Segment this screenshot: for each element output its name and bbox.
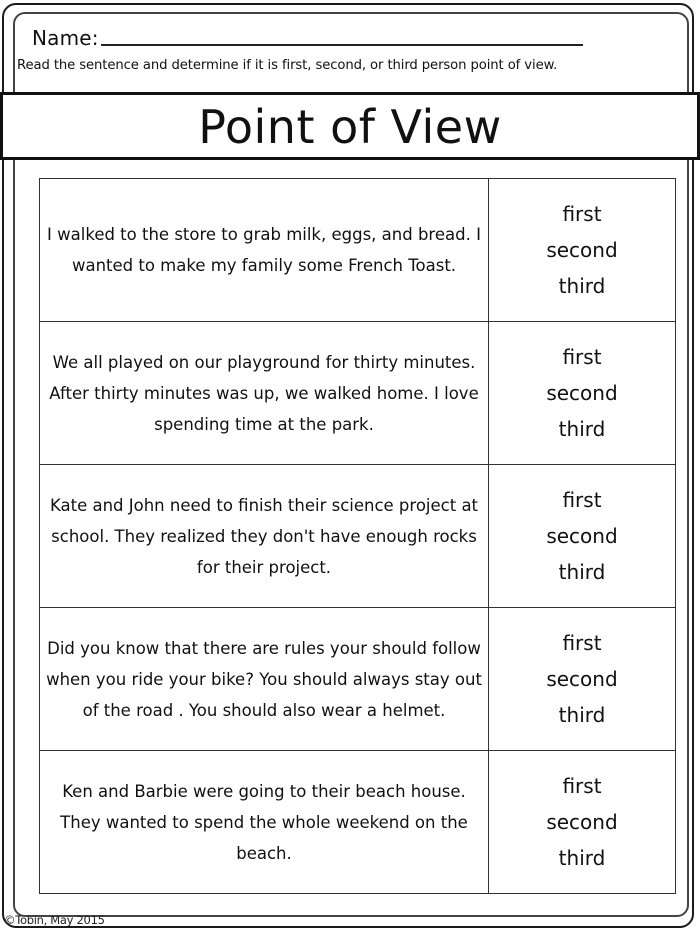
choice-second[interactable]: second [546,667,618,691]
question-row [40,322,676,465]
choices-cell [489,179,676,322]
choice-third[interactable]: third [558,560,606,584]
question-row [40,751,676,894]
choices-cell [489,322,676,465]
name-write-line[interactable] [101,44,583,46]
question-row [40,179,676,322]
choice-first[interactable]: first [562,631,602,655]
sentence-cell: I walked to the store to grab milk, eggs, and bread. I wanted to make my family some French Toast. [40,179,489,322]
choice-first[interactable]: first [562,488,602,512]
copyright-notice: ©Tobin, May 2015 [4,913,105,927]
choice-first[interactable]: first [562,774,602,798]
choice-first[interactable]: first [562,345,602,369]
choices-cell [489,465,676,608]
pov-question-table [39,178,676,894]
sentence-cell: We all played on our playground for thirty minutes. After thirty minutes was up, we walked home. I love spending time at the park. [40,322,489,465]
choice-third[interactable]: third [558,274,606,298]
choice-first[interactable]: first [562,202,602,226]
page-title: Point of View [198,100,502,154]
choice-third[interactable]: third [558,417,606,441]
instructions: Read the sentence and determine if it is first, second, or third person point of view. [17,58,558,73]
choice-second[interactable]: second [546,238,618,262]
choice-second[interactable]: second [546,381,618,405]
sentence-cell: Kate and John need to finish their science project at school. They realized they don't have enough rocks for their project. [40,465,489,608]
choices-cell [489,608,676,751]
question-row [40,608,676,751]
choice-second[interactable]: second [546,810,618,834]
name-label: Name: [32,26,99,50]
question-row [40,465,676,608]
name-row [32,18,99,50]
choice-second[interactable]: second [546,524,618,548]
title-band [0,92,700,160]
sentence-cell: Ken and Barbie were going to their beach house. They wanted to spend the whole weekend on the beach. [40,751,489,894]
choices-cell [489,751,676,894]
choice-third[interactable]: third [558,846,606,870]
choice-third[interactable]: third [558,703,606,727]
sentence-cell: Did you know that there are rules your should follow when you ride your bike? You should always stay out of the road . You should also wear a helmet. [40,608,489,751]
